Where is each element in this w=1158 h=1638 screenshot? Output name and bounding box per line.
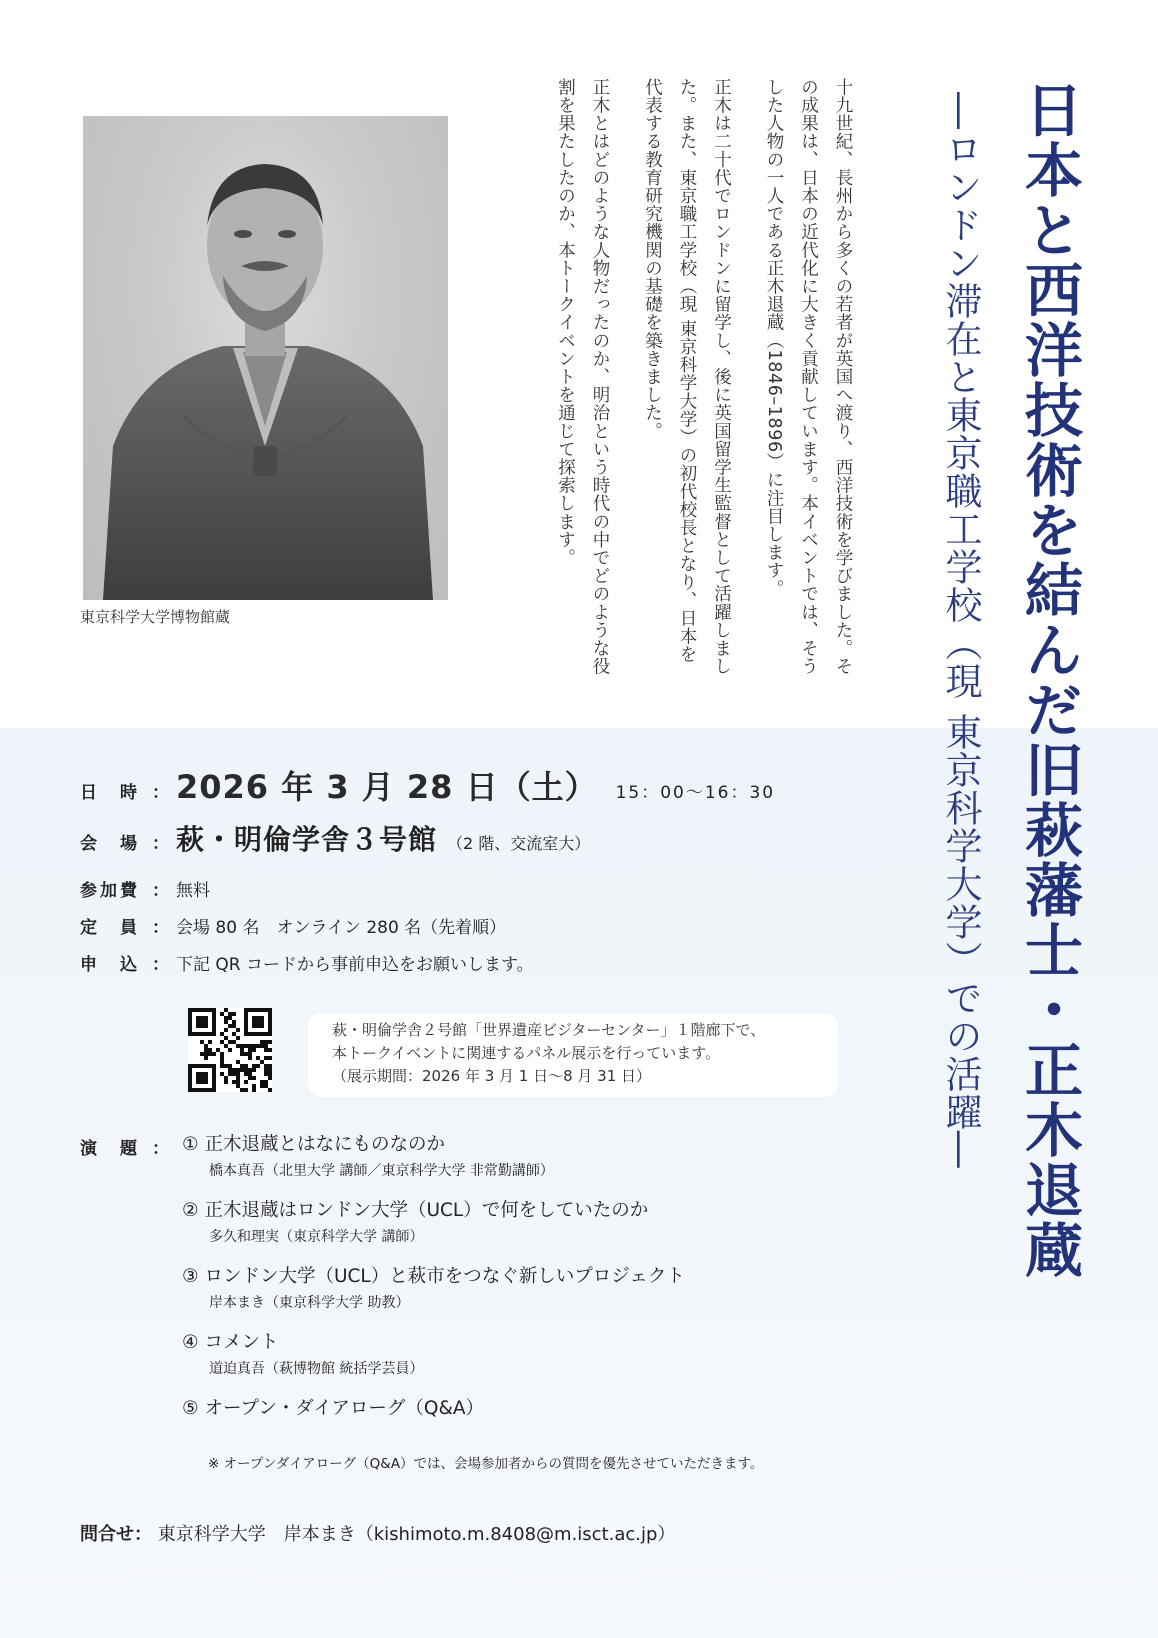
notice-line: 本トークイベントに関連するパネル展示を行っています。 [332, 1044, 721, 1062]
exhibition-notice [308, 1013, 838, 1097]
portrait-photo [83, 116, 448, 600]
qr-code[interactable] [188, 1008, 272, 1092]
capacity-row [80, 913, 506, 938]
notice-line: 萩・明倫学舎２号館「世界遺産ビジターセンター」１階廊下で、 [332, 1021, 766, 1039]
date-value: 2026 年 3 月 28 日（土） [176, 768, 598, 806]
venue-row [80, 818, 590, 858]
colon: ： [152, 881, 169, 901]
date-label: 日 時 [80, 783, 140, 803]
photo-caption: 東京科学大学博物館蔵 [80, 608, 231, 626]
program-row [80, 1134, 176, 1159]
page-subtitle: ―ロンドン滞在と東京職工学校（現 東京科学大学）での活躍― [939, 92, 982, 1169]
talk-item [182, 1262, 685, 1312]
time-value: 15：00～16：30 [615, 783, 776, 803]
fee-value: 無料 [176, 881, 210, 901]
intro-paragraph-1: 十九世紀、長州から多くの若者が英国へ渡り、西洋技術を学びました。その成果は、日本の近代化に大きく貢献しています。本イベントでは、そうした人物の一人である正木退蔵（1846–1896）に注目します。 [764, 78, 853, 676]
talk-item [182, 1130, 554, 1180]
talk-title: ③ ロンドン大学（UCL）と萩市をつなぐ新しいプロジェクト [182, 1266, 685, 1287]
colon: ： [152, 834, 169, 854]
talk-item [182, 1196, 648, 1246]
contact-value: 東京科学大学 岸本まき（kishimoto.m.8408@m.isct.ac.jp） [157, 1524, 676, 1545]
talk-title: ⑤ オープン・ダイアローグ（Q&A） [182, 1398, 485, 1419]
colon: ： [152, 1139, 169, 1159]
apply-label: 申 込 [80, 955, 140, 975]
program-note: ※ オープンダイアローグ（Q&A）では、会場参加者からの質問を優先させていただきます。 [208, 1456, 764, 1472]
fee-label: 参加費 [80, 881, 140, 901]
talk-speaker: 橋本真吾（北里大学 講師／東京科学大学 非常勤講師） [209, 1163, 554, 1179]
program-label: 演 題 [80, 1139, 140, 1159]
contact-info [80, 1520, 675, 1546]
apply-value: 下記 QR コードから事前申込をお願いします。 [176, 955, 534, 975]
capacity-label: 定 員 [80, 918, 140, 938]
venue-value: 萩・明倫学舎３号館 [176, 823, 438, 856]
colon: ： [152, 918, 169, 938]
date-row [80, 762, 775, 808]
talk-item [182, 1394, 484, 1420]
capacity-value: 会場 80 名 オンライン 280 名（先着順） [176, 918, 507, 938]
talk-speaker: 多久和理実（東京科学大学 講師） [209, 1229, 424, 1245]
notice-line: （展示期間：2026 年 3 月 1 日～8 月 31 日） [332, 1067, 652, 1085]
colon: ： [152, 783, 169, 803]
intro-text [530, 78, 860, 678]
talk-title: ④ コメント [182, 1332, 279, 1353]
colon: ： [152, 955, 169, 975]
talk-item [182, 1328, 423, 1378]
talk-title: ② 正木退蔵はロンドン大学（UCL）で何をしていたのか [182, 1200, 649, 1221]
apply-row [80, 950, 534, 975]
intro-paragraph-3: 正木とはどのような人物だったのか、明治という時代の中でどのような役割を果たしたのか、本トークイベントを通じて探索します。 [555, 78, 610, 676]
contact-label: 問合せ： [80, 1524, 152, 1545]
venue-note: （2 階、交流室大） [447, 834, 591, 853]
portrait-illustration [83, 116, 448, 600]
talk-speaker: 道迫真吾（萩博物館 統括学芸員） [209, 1361, 424, 1377]
intro-paragraph-2: 正木は二十代でロンドンに留学し、後に英国留学生監督として活躍しました。また、東京職工学校（現 東京科学大学）の初代校長となり、日本を代表する教育研究機関の基礎を築きました。 [642, 78, 732, 676]
talk-title: ① 正木退蔵とはなにものなのか [182, 1134, 445, 1155]
page-title: 日本と西洋技術を結んだ旧萩藩士・正木退蔵 [1015, 80, 1083, 1280]
venue-label: 会 場 [80, 834, 140, 854]
talk-speaker: 岸本まき（東京科学大学 助教） [209, 1295, 410, 1311]
fee-row [80, 876, 210, 901]
